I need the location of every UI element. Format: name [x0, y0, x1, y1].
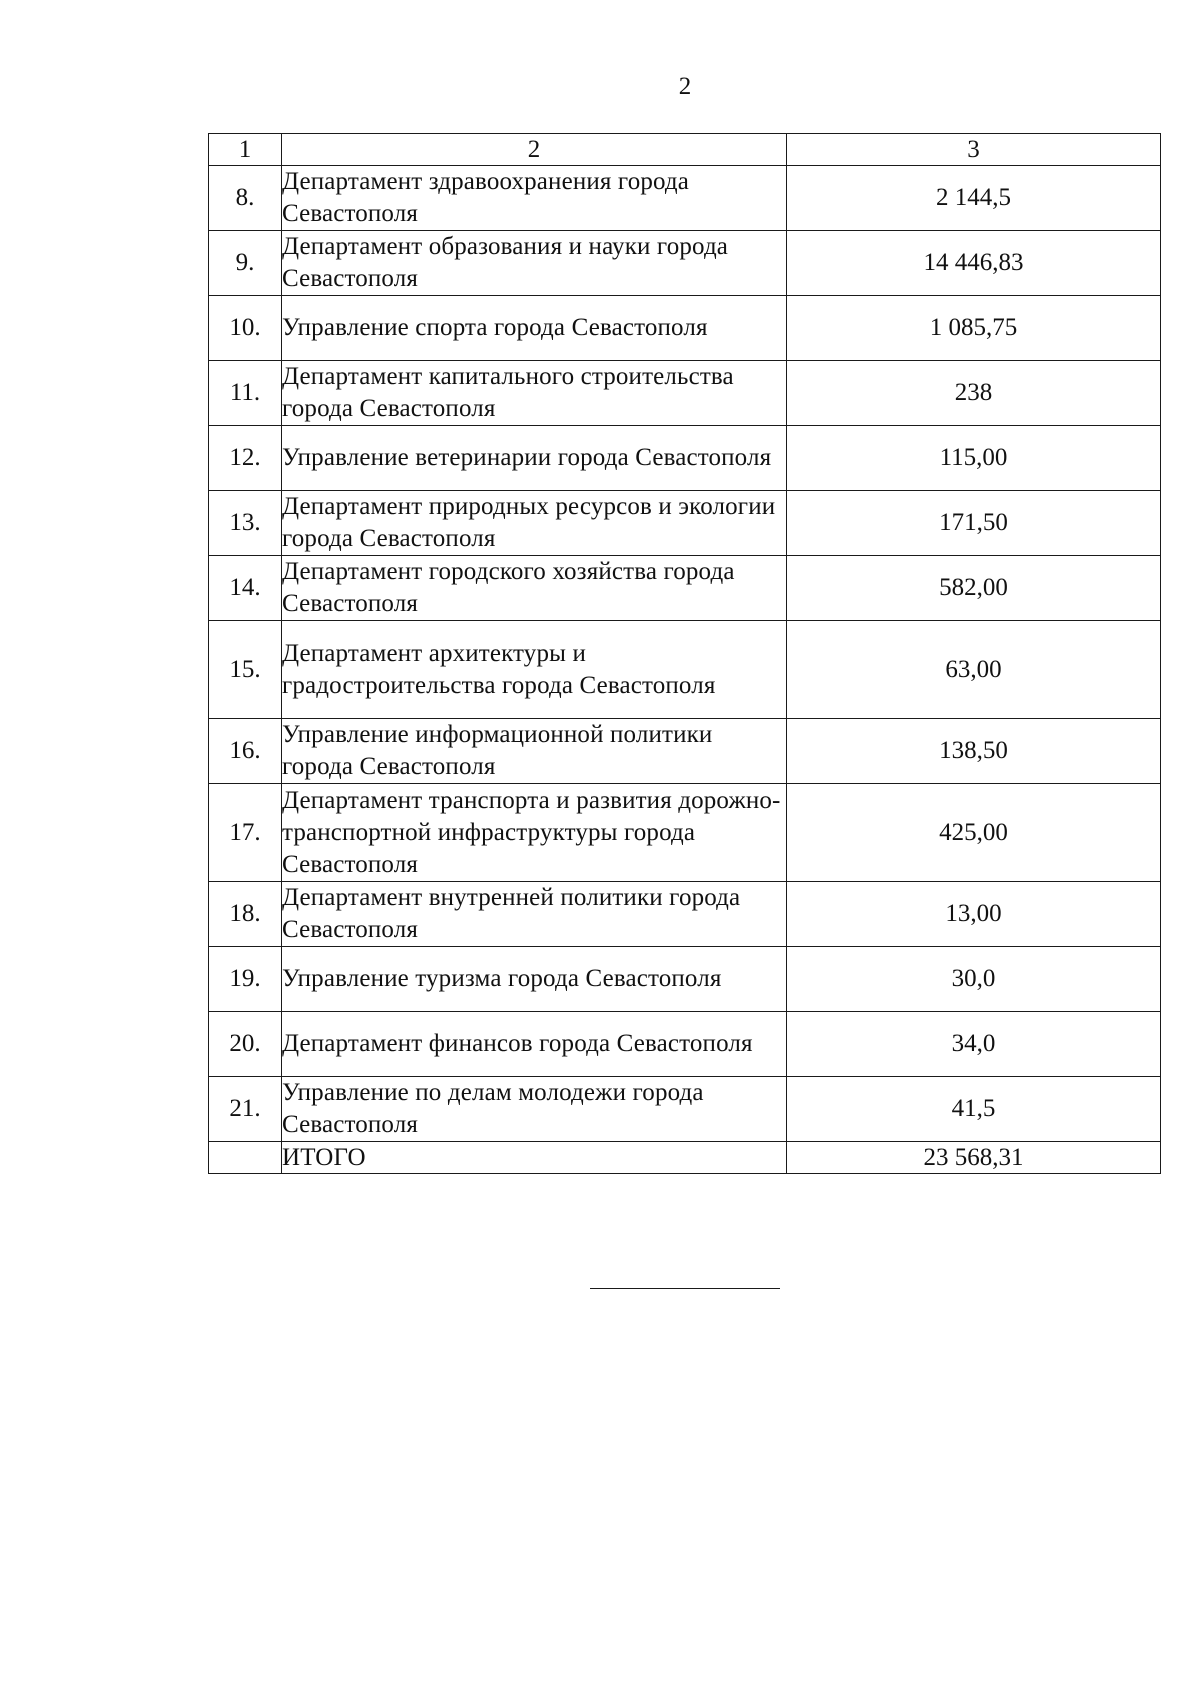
row-number: 12. [209, 426, 282, 491]
table-row [209, 231, 1161, 296]
department-name: Департамент образования и науки города Севастополя [282, 231, 787, 296]
table-row [209, 719, 1161, 784]
total-value: 23 568,31 [787, 1142, 1161, 1174]
table-body [209, 134, 1161, 1174]
row-number: 15. [209, 621, 282, 719]
table-row [209, 1012, 1161, 1077]
amount-value: 34,0 [787, 1012, 1161, 1077]
row-number: 21. [209, 1077, 282, 1142]
amount-value: 63,00 [787, 621, 1161, 719]
amount-value: 2 144,5 [787, 166, 1161, 231]
department-name: Департамент транспорта и развития дорожно-транспортной инфраструктуры города Севастополя [282, 784, 787, 882]
row-number: 17. [209, 784, 282, 882]
department-name: Департамент городского хозяйства города Севастополя [282, 556, 787, 621]
amount-value: 238 [787, 361, 1161, 426]
department-name: Управление информационной политики города Севастополя [282, 719, 787, 784]
header-col-2: 2 [282, 134, 787, 166]
total-label: ИТОГО [282, 1142, 787, 1174]
table-row [209, 882, 1161, 947]
amount-value: 1 085,75 [787, 296, 1161, 361]
amount-value: 138,50 [787, 719, 1161, 784]
department-name: Департамент здравоохранения города Севастополя [282, 166, 787, 231]
amount-value: 13,00 [787, 882, 1161, 947]
header-col-1: 1 [209, 134, 282, 166]
table-row [209, 784, 1161, 882]
department-name: Управление спорта города Севастополя [282, 296, 787, 361]
table-row [209, 947, 1161, 1012]
row-number: 19. [209, 947, 282, 1012]
department-name: Департамент архитектуры и градостроительства города Севастополя [282, 621, 787, 719]
department-name: Управление туризма города Севастополя [282, 947, 787, 1012]
department-name: Управление по делам молодежи города Севастополя [282, 1077, 787, 1142]
department-name: Департамент финансов города Севастополя [282, 1012, 787, 1077]
table-row [209, 361, 1161, 426]
header-col-3: 3 [787, 134, 1161, 166]
allocation-table [208, 133, 1161, 1174]
row-number: 14. [209, 556, 282, 621]
row-number: 20. [209, 1012, 282, 1077]
row-number: 13. [209, 491, 282, 556]
amount-value: 425,00 [787, 784, 1161, 882]
table-row [209, 296, 1161, 361]
row-number: 8. [209, 166, 282, 231]
row-number: 9. [209, 231, 282, 296]
table-header-row [209, 134, 1161, 166]
row-number: 18. [209, 882, 282, 947]
row-number: 16. [209, 719, 282, 784]
table-row [209, 556, 1161, 621]
amount-value: 115,00 [787, 426, 1161, 491]
total-row-number [209, 1142, 282, 1174]
table-row [209, 621, 1161, 719]
table-total-row [209, 1142, 1161, 1174]
row-number: 11. [209, 361, 282, 426]
department-name: Департамент внутренней политики города Севастополя [282, 882, 787, 947]
row-number: 10. [209, 296, 282, 361]
amount-value: 14 446,83 [787, 231, 1161, 296]
table-row [209, 166, 1161, 231]
amount-value: 30,0 [787, 947, 1161, 1012]
amount-value: 171,50 [787, 491, 1161, 556]
department-name: Департамент капитального строительства города Севастополя [282, 361, 787, 426]
table-row [209, 1077, 1161, 1142]
department-name: Департамент природных ресурсов и экологии города Севастополя [282, 491, 787, 556]
amount-value: 41,5 [787, 1077, 1161, 1142]
department-name: Управление ветеринарии города Севастополя [282, 426, 787, 491]
amount-value: 582,00 [787, 556, 1161, 621]
table-row [209, 426, 1161, 491]
page-number: 2 [678, 73, 692, 100]
table-row [209, 491, 1161, 556]
end-of-document-line [590, 1288, 780, 1289]
